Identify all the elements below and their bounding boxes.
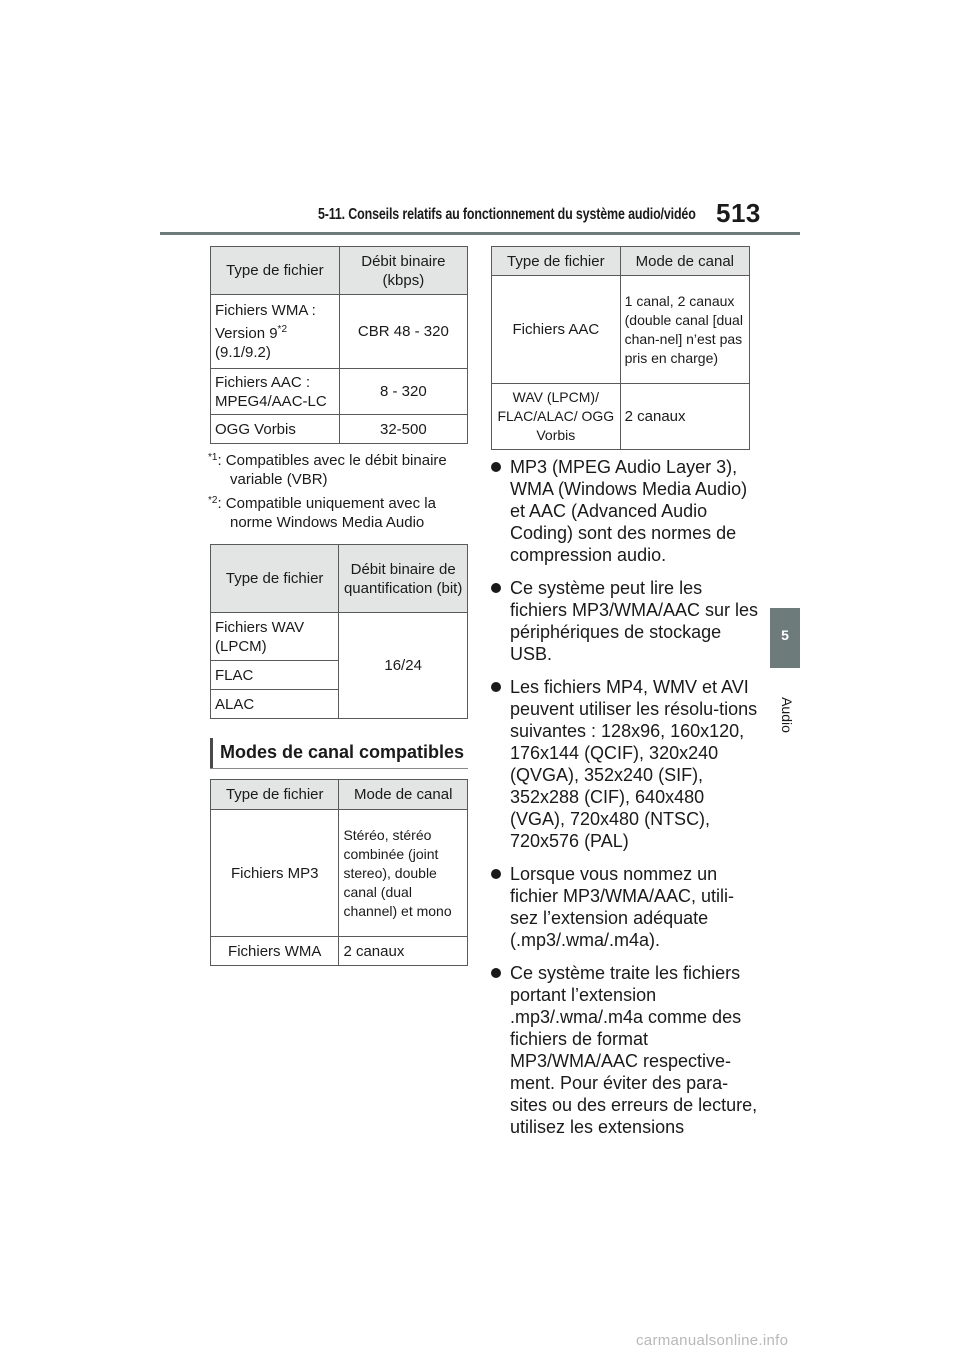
cell-text: Version 9 [215, 325, 278, 342]
cell-text: Fichiers WMA : [215, 302, 316, 319]
footnote [208, 494, 473, 532]
file-type-cell: FLAC [211, 661, 339, 690]
list-item [491, 962, 761, 1138]
bullet-icon [491, 869, 501, 879]
cell-text: MPEG4/AAC-LC [215, 392, 327, 410]
table-row [492, 384, 750, 450]
column-header: Type de fichier [211, 780, 339, 810]
file-type-cell: WAV (LPCM)/ FLAC/ALAC/ OGG Vorbis [492, 384, 621, 450]
file-type-cell: OGG Vorbis [211, 415, 340, 444]
list-item-text: Lorsque vous nommez un fichier MP3/WMA/AAC, utili-sez l’extension adéquate (.mp3/.wma/.m4a). [510, 864, 735, 950]
bullet-icon [491, 968, 501, 978]
list-item [491, 456, 761, 566]
footnote-mark: *1 [208, 452, 218, 463]
channel-mode-table-continued [491, 246, 750, 450]
table-header-row [211, 780, 468, 810]
list-item [491, 676, 761, 852]
watermark: carmanualsonline.info [636, 1332, 789, 1349]
file-type-cell: ALAC [211, 690, 339, 719]
file-type-cell: Fichiers MP3 [211, 810, 339, 937]
table-header-row [211, 545, 468, 613]
cell-text: (9.1/9.2) [215, 344, 271, 361]
table-header-row [492, 247, 750, 276]
list-item [491, 863, 761, 951]
bitrate-cell: CBR 48 - 320 [339, 295, 467, 369]
list-item-text: Les fichiers MP4, WMV et AVI peuvent utiliser les résolu-tions suivantes : 128x96, 160x120, 176x144 (QCIF), 320x240 (QVGA), 352x240 (SIF), 352x288 (CIF), 640x480 (VGA), 720x480 (NTSC), 720x576 (PAL) [510, 677, 758, 851]
file-type-cell [211, 613, 339, 661]
list-item-text: Ce système peut lire les fichiers MP3/WMA/AAC sur les périphériques de stockage USB. [510, 578, 759, 664]
heading-rule [210, 768, 468, 769]
footnote-text: norme Windows Media Audio [230, 514, 425, 531]
table-row [211, 369, 468, 415]
column-header: Mode de canal [620, 247, 749, 276]
table-row [211, 295, 468, 369]
footnote-text: : Compatible uniquement avec la [217, 495, 436, 512]
file-type-cell [211, 295, 340, 369]
page-number: 513 [716, 198, 761, 228]
bitrate-table [210, 246, 468, 444]
file-type-cell: Fichiers AAC [492, 276, 621, 384]
table-row [211, 613, 468, 661]
column-header: Débit binaire (kbps) [339, 247, 467, 295]
file-type-cell [211, 369, 340, 415]
table-row [492, 276, 750, 384]
column-header: Débit binaire de quantification (bit) [339, 545, 468, 613]
list-item-text: MP3 (MPEG Audio Layer 3), WMA (Windows Media Audio) et AAC (Advanced Audio Coding) sont des normes de compression audio. [510, 457, 748, 565]
footnote-mark: *2 [277, 324, 287, 335]
quantification-table [210, 544, 468, 719]
channel-mode-cell: Stéréo, stéréo combinée (joint stereo), double canal (dual channel) et mono [339, 810, 468, 937]
quantification-cell: 16/24 [339, 613, 468, 719]
footnote-mark: *2 [208, 495, 218, 506]
column-header: Type de fichier [492, 247, 621, 276]
bullet-icon [491, 583, 501, 593]
footnote-text: variable (VBR) [230, 471, 328, 488]
bitrate-cell: 8 - 320 [339, 369, 467, 415]
table-row [211, 810, 468, 937]
column-header: Type de fichier [211, 545, 339, 613]
section-title: 5-11. Conseils relatifs au fonctionnement du système audio/vidéo [318, 206, 696, 223]
chapter-label: Audio [779, 697, 795, 733]
cell-text: Fichiers WAV [215, 618, 305, 636]
bitrate-cell: 32-500 [339, 415, 467, 444]
footnote [208, 451, 473, 489]
cell-text: (LPCM) [215, 637, 267, 655]
column-header: Type de fichier [211, 247, 340, 295]
bullet-icon [491, 462, 501, 472]
column-header: Mode de canal [339, 780, 468, 810]
channel-mode-cell: 2 canaux [620, 384, 749, 450]
bullet-list [491, 456, 761, 1149]
section-heading: Modes de canal compatibles [220, 742, 465, 762]
bullet-icon [491, 682, 501, 692]
header-rule [160, 232, 800, 235]
chapter-number: 5 [781, 627, 789, 643]
list-item [491, 577, 761, 665]
footnote-text: : Compatibles avec le débit binaire [217, 452, 447, 469]
file-type-cell: Fichiers WMA [211, 937, 339, 966]
table-row [211, 937, 468, 966]
table-row [211, 415, 468, 444]
list-item-text: Ce système traite les fichiers portant l’extension .mp3/.wma/.m4a comme des fichiers de format MP3/WMA/AAC respective-ment. Pour éviter des para-sites ou des erreurs de lecture, utilisez les extensions [510, 963, 758, 1137]
heading-bar [210, 738, 213, 768]
table-header-row [211, 247, 468, 295]
channel-mode-table [210, 779, 468, 966]
channel-mode-cell: 2 canaux [339, 937, 468, 966]
channel-mode-cell: 1 canal, 2 canaux (double canal [dual chan-nel] n’est pas pris en charge) [620, 276, 749, 384]
cell-text: Fichiers AAC : [215, 373, 311, 391]
